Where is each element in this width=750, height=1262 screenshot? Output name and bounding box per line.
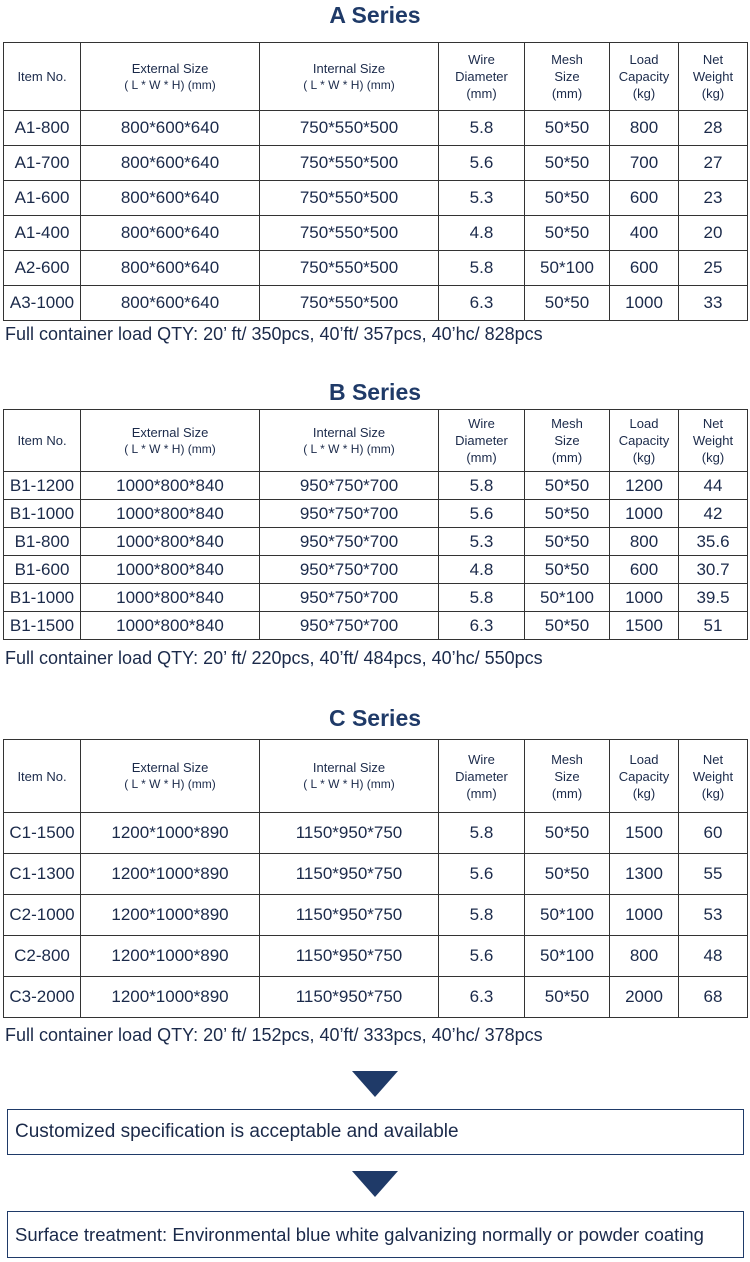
- header-load-capacity: Load Capacity (kg): [610, 410, 679, 472]
- cell-load-capacity: 1500: [610, 612, 679, 640]
- cell-item-no: C3-2000: [4, 977, 81, 1018]
- cell-item-no: A2-600: [4, 251, 81, 286]
- customized-note: Customized specification is acceptable and available: [7, 1109, 744, 1155]
- cell-wire-diameter: 5.3: [439, 528, 525, 556]
- cell-mesh-size: 50*50: [525, 528, 610, 556]
- cell-mesh-size: 50*50: [525, 854, 610, 895]
- cell-load-capacity: 1300: [610, 854, 679, 895]
- cell-wire-diameter: 5.8: [439, 584, 525, 612]
- cell-mesh-size: 50*50: [525, 181, 610, 216]
- series-c-title: C Series: [328, 705, 422, 731]
- header-net-weight: Net Weight (kg): [679, 43, 748, 111]
- table-header-row: [4, 740, 748, 813]
- cell-load-capacity: 800: [610, 936, 679, 977]
- cell-external-size: 1200*1000*890: [81, 813, 260, 854]
- cell-wire-diameter: 5.8: [439, 895, 525, 936]
- cell-net-weight: 42: [679, 500, 748, 528]
- cell-net-weight: 23: [679, 181, 748, 216]
- cell-wire-diameter: 5.6: [439, 146, 525, 181]
- cell-internal-size: 1150*950*750: [260, 854, 439, 895]
- cell-wire-diameter: 5.3: [439, 181, 525, 216]
- cell-mesh-size: 50*50: [525, 500, 610, 528]
- table-row: [4, 500, 748, 528]
- header-wire-diameter: Wire Diameter (mm): [439, 740, 525, 813]
- series-c-load-note: Full container load QTY: 20’ ft/ 152pcs, 40’ft/ 333pcs, 40’hc/ 378pcs: [5, 1025, 543, 1045]
- cell-item-no: B1-1500: [4, 612, 81, 640]
- table-row: [4, 584, 748, 612]
- header-item-no: Item No.: [4, 740, 81, 813]
- series-a-title: A Series: [329, 2, 421, 28]
- cell-wire-diameter: 5.8: [439, 111, 525, 146]
- cell-load-capacity: 1500: [610, 813, 679, 854]
- cell-item-no: B1-800: [4, 528, 81, 556]
- cell-net-weight: 25: [679, 251, 748, 286]
- cell-internal-size: 950*750*700: [260, 556, 439, 584]
- cell-internal-size: 950*750*700: [260, 472, 439, 500]
- cell-load-capacity: 1000: [610, 895, 679, 936]
- cell-wire-diameter: 4.8: [439, 216, 525, 251]
- cell-load-capacity: 600: [610, 556, 679, 584]
- series-b-load-note: Full container load QTY: 20’ ft/ 220pcs, 40’ft/ 484pcs, 40’hc/ 550pcs: [5, 648, 543, 668]
- header-external-size: External Size ( L * W * H) (mm): [81, 410, 260, 472]
- cell-load-capacity: 600: [610, 251, 679, 286]
- table-row: [4, 111, 748, 146]
- cell-mesh-size: 50*50: [525, 146, 610, 181]
- cell-item-no: B1-1000: [4, 584, 81, 612]
- table-row: [4, 472, 748, 500]
- cell-load-capacity: 1200: [610, 472, 679, 500]
- cell-external-size: 1200*1000*890: [81, 936, 260, 977]
- cell-net-weight: 48: [679, 936, 748, 977]
- cell-item-no: A3-1000: [4, 286, 81, 321]
- header-load-capacity: Load Capacity (kg): [610, 43, 679, 111]
- cell-wire-diameter: 6.3: [439, 977, 525, 1018]
- cell-wire-diameter: 6.3: [439, 286, 525, 321]
- table-row: [4, 216, 748, 251]
- table-header-row: [4, 410, 748, 472]
- cell-internal-size: 950*750*700: [260, 612, 439, 640]
- surface-treatment-note: Surface treatment: Environmental blue white galvanizing normally or powder coating: [7, 1211, 744, 1258]
- table-row: [4, 854, 748, 895]
- cell-item-no: C2-1000: [4, 895, 81, 936]
- table-row: [4, 977, 748, 1018]
- cell-item-no: B1-600: [4, 556, 81, 584]
- cell-wire-diameter: 5.6: [439, 854, 525, 895]
- cell-mesh-size: 50*100: [525, 251, 610, 286]
- table-row: [4, 936, 748, 977]
- series-a-table: [3, 42, 748, 321]
- header-external-size: External Size ( L * W * H) (mm): [81, 43, 260, 111]
- cell-internal-size: 1150*950*750: [260, 936, 439, 977]
- table-row: [4, 556, 748, 584]
- header-item-no: Item No.: [4, 410, 81, 472]
- cell-external-size: 1200*1000*890: [81, 854, 260, 895]
- header-wire-diameter: Wire Diameter (mm): [439, 410, 525, 472]
- cell-external-size: 1000*800*840: [81, 584, 260, 612]
- cell-load-capacity: 2000: [610, 977, 679, 1018]
- cell-net-weight: 60: [679, 813, 748, 854]
- table-row: [4, 181, 748, 216]
- table-row: [4, 612, 748, 640]
- cell-internal-size: 950*750*700: [260, 500, 439, 528]
- header-wire-diameter: Wire Diameter (mm): [439, 43, 525, 111]
- series-a-load-note: Full container load QTY: 20’ ft/ 350pcs, 40’ft/ 357pcs, 40’hc/ 828pcs: [5, 324, 543, 344]
- cell-mesh-size: 50*50: [525, 111, 610, 146]
- header-load-capacity: Load Capacity (kg): [610, 740, 679, 813]
- cell-mesh-size: 50*50: [525, 286, 610, 321]
- cell-load-capacity: 1000: [610, 500, 679, 528]
- cell-external-size: 1000*800*840: [81, 500, 260, 528]
- cell-external-size: 1200*1000*890: [81, 977, 260, 1018]
- cell-mesh-size: 50*100: [525, 584, 610, 612]
- cell-item-no: A1-700: [4, 146, 81, 181]
- cell-internal-size: 750*550*500: [260, 111, 439, 146]
- cell-mesh-size: 50*100: [525, 895, 610, 936]
- cell-item-no: B1-1200: [4, 472, 81, 500]
- cell-net-weight: 68: [679, 977, 748, 1018]
- header-mesh-size: Mesh Size (mm): [525, 740, 610, 813]
- cell-external-size: 1000*800*840: [81, 556, 260, 584]
- cell-wire-diameter: 5.6: [439, 500, 525, 528]
- series-c-table: [3, 739, 748, 1018]
- header-internal-size: Internal Size ( L * W * H) (mm): [260, 43, 439, 111]
- table-row: [4, 146, 748, 181]
- header-mesh-size: Mesh Size (mm): [525, 410, 610, 472]
- cell-external-size: 800*600*640: [81, 146, 260, 181]
- header-external-size: External Size ( L * W * H) (mm): [81, 740, 260, 813]
- cell-internal-size: 950*750*700: [260, 584, 439, 612]
- cell-net-weight: 55: [679, 854, 748, 895]
- cell-wire-diameter: 4.8: [439, 556, 525, 584]
- table-row: [4, 813, 748, 854]
- cell-item-no: B1-1000: [4, 500, 81, 528]
- cell-wire-diameter: 5.8: [439, 472, 525, 500]
- cell-external-size: 800*600*640: [81, 216, 260, 251]
- table-header-row: [4, 43, 748, 111]
- series-b-table: [3, 409, 748, 640]
- header-internal-size: Internal Size ( L * W * H) (mm): [260, 740, 439, 813]
- cell-net-weight: 44: [679, 472, 748, 500]
- cell-item-no: A1-800: [4, 111, 81, 146]
- cell-mesh-size: 50*50: [525, 612, 610, 640]
- cell-external-size: 800*600*640: [81, 251, 260, 286]
- cell-wire-diameter: 5.6: [439, 936, 525, 977]
- cell-item-no: C2-800: [4, 936, 81, 977]
- cell-net-weight: 30.7: [679, 556, 748, 584]
- cell-net-weight: 33: [679, 286, 748, 321]
- cell-mesh-size: 50*50: [525, 216, 610, 251]
- series-b-title: B Series: [328, 379, 422, 405]
- header-internal-size: Internal Size ( L * W * H) (mm): [260, 410, 439, 472]
- header-net-weight: Net Weight (kg): [679, 410, 748, 472]
- cell-mesh-size: 50*50: [525, 472, 610, 500]
- table-row: [4, 895, 748, 936]
- cell-load-capacity: 1000: [610, 584, 679, 612]
- cell-external-size: 1000*800*840: [81, 612, 260, 640]
- cell-wire-diameter: 5.8: [439, 813, 525, 854]
- cell-load-capacity: 700: [610, 146, 679, 181]
- cell-external-size: 800*600*640: [81, 286, 260, 321]
- cell-internal-size: 950*750*700: [260, 528, 439, 556]
- cell-external-size: 1200*1000*890: [81, 895, 260, 936]
- cell-internal-size: 750*550*500: [260, 146, 439, 181]
- cell-load-capacity: 800: [610, 528, 679, 556]
- cell-item-no: A1-600: [4, 181, 81, 216]
- table-row: [4, 286, 748, 321]
- arrow-down-icon: [352, 1171, 398, 1197]
- cell-internal-size: 1150*950*750: [260, 977, 439, 1018]
- cell-internal-size: 1150*950*750: [260, 813, 439, 854]
- cell-net-weight: 35.6: [679, 528, 748, 556]
- cell-load-capacity: 1000: [610, 286, 679, 321]
- header-net-weight: Net Weight (kg): [679, 740, 748, 813]
- cell-external-size: 1000*800*840: [81, 528, 260, 556]
- arrow-down-icon: [352, 1071, 398, 1097]
- table-row: [4, 528, 748, 556]
- cell-mesh-size: 50*50: [525, 813, 610, 854]
- cell-external-size: 800*600*640: [81, 111, 260, 146]
- cell-net-weight: 51: [679, 612, 748, 640]
- cell-external-size: 800*600*640: [81, 181, 260, 216]
- cell-net-weight: 20: [679, 216, 748, 251]
- cell-internal-size: 750*550*500: [260, 251, 439, 286]
- cell-internal-size: 750*550*500: [260, 216, 439, 251]
- header-mesh-size: Mesh Size (mm): [525, 43, 610, 111]
- cell-item-no: A1-400: [4, 216, 81, 251]
- cell-wire-diameter: 5.8: [439, 251, 525, 286]
- cell-item-no: C1-1500: [4, 813, 81, 854]
- cell-item-no: C1-1300: [4, 854, 81, 895]
- cell-load-capacity: 800: [610, 111, 679, 146]
- cell-net-weight: 27: [679, 146, 748, 181]
- cell-load-capacity: 600: [610, 181, 679, 216]
- cell-internal-size: 1150*950*750: [260, 895, 439, 936]
- cell-net-weight: 53: [679, 895, 748, 936]
- header-item-no: Item No.: [4, 43, 81, 111]
- cell-mesh-size: 50*50: [525, 556, 610, 584]
- cell-load-capacity: 400: [610, 216, 679, 251]
- table-row: [4, 251, 748, 286]
- cell-wire-diameter: 6.3: [439, 612, 525, 640]
- cell-external-size: 1000*800*840: [81, 472, 260, 500]
- cell-net-weight: 28: [679, 111, 748, 146]
- cell-net-weight: 39.5: [679, 584, 748, 612]
- cell-internal-size: 750*550*500: [260, 286, 439, 321]
- cell-internal-size: 750*550*500: [260, 181, 439, 216]
- cell-mesh-size: 50*50: [525, 977, 610, 1018]
- cell-mesh-size: 50*100: [525, 936, 610, 977]
